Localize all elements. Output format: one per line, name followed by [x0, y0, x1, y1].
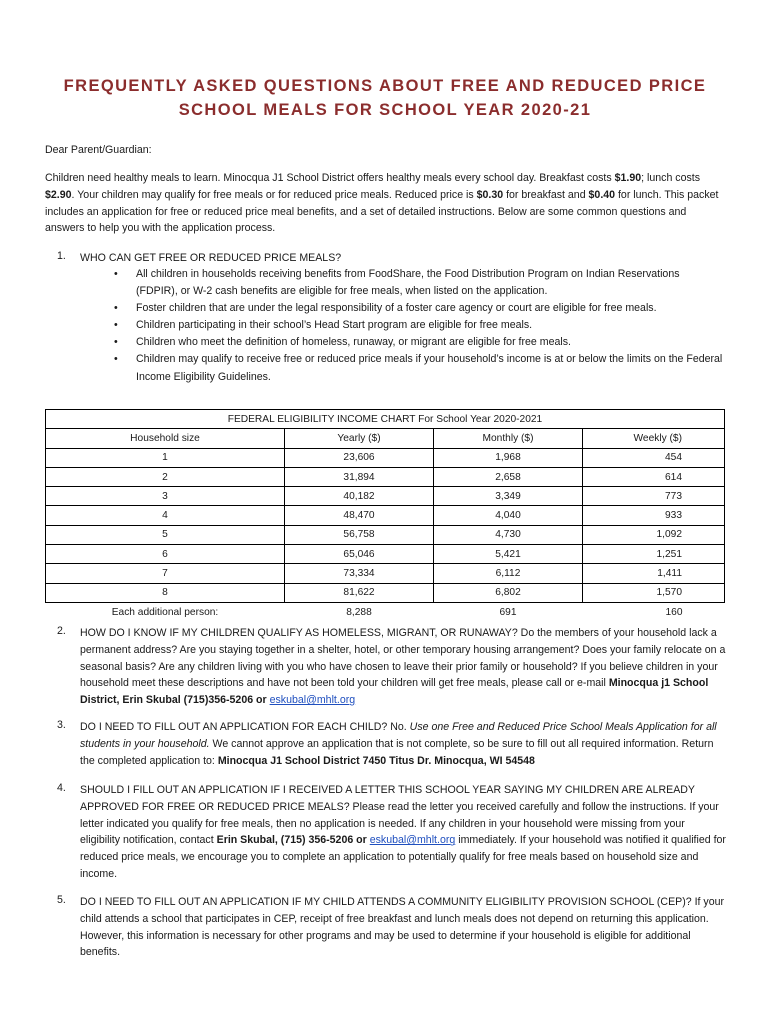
table-cell: 7 — [46, 564, 285, 583]
table-cell: 3 — [46, 487, 285, 506]
table-row — [46, 525, 725, 544]
table-cell: 5,421 — [434, 545, 583, 564]
table-cell: 8 — [46, 583, 285, 602]
q2-number: 2. — [57, 625, 66, 637]
table-cell: 1 — [46, 448, 285, 467]
q1-number: 1. — [57, 250, 66, 262]
table-cell: 1,411 — [583, 564, 725, 583]
table-cell: 691 — [434, 602, 583, 621]
q5-paragraph: DO I NEED TO FILL OUT AN APPLICATION IF MY CHILD ATTENDS A COMMUNITY ELIGIBILITY PROVISION SCHOOL (CEP)? If your child attends a school that participates in CEP, receipt of free breakfast and lunch meals does not depend on returning this application. However, this information is necessary for other programs and may be used to determine if your household is eligible for additional benefits. — [80, 896, 725, 959]
column-header: Yearly ($) — [285, 429, 434, 448]
table-header-row — [46, 429, 725, 448]
column-header: Household size — [46, 429, 285, 448]
income-eligibility-table — [45, 409, 725, 621]
q2-paragraph: HOW DO I KNOW IF MY CHILDREN QUALIFY AS HOMELESS, MIGRANT, OR RUNAWAY? Do the members of your household lack a permanent address? Are you staying together in a shelter, hotel, or other temporary housing arrangement? Does your family relocate on a seasonal basis? Are any children living with you who have chosen to leave their prior family or household? If you believe children in your household meet these descriptions and have not been told your children will get free meals, please call or e-mail Minocqua j1 School District, Erin Skubal (715)356-5206 or eskubal@mhlt.org — [80, 627, 726, 707]
table-cell: 773 — [583, 487, 725, 506]
q3-paragraph: DO I NEED TO FILL OUT AN APPLICATION FOR EACH CHILD? No. Use one Free and Reduced Price School Meals Application for all students in your household. We cannot approve an application that is not complete, so be sure to fill out all required information. Return the completed application to: Minocqua J1 School District 7450 Titus Dr. Minocqua, WI 54548 — [80, 721, 717, 767]
greeting: Dear Parent/Guardian: — [45, 144, 152, 156]
table-cell: Each additional person: — [46, 602, 285, 621]
table-row — [46, 583, 725, 602]
table-cell: 48,470 — [285, 506, 434, 525]
table-cell: 614 — [583, 467, 725, 486]
table-cell: 3,349 — [434, 487, 583, 506]
list-item: • Foster children that are under the legal responsibility of a foster care agency or court are eligible for free meals. — [112, 300, 724, 317]
table-cell: 5 — [46, 525, 285, 544]
table-cell: 56,758 — [285, 525, 434, 544]
table-cell: 2 — [46, 467, 285, 486]
table-cell: 4 — [46, 506, 285, 525]
eligibility-bullet-list — [112, 266, 724, 386]
table-cell: 160 — [583, 602, 725, 621]
q4-paragraph: SHOULD I FILL OUT AN APPLICATION IF I RECEIVED A LETTER THIS SCHOOL YEAR SAYING MY CHILDREN ARE ALREADY APPROVED FOR FREE OR REDUCED PRICE MEALS? Please read the letter you received carefully and follow the instructions. If your letter indicated you qualify for free meals, then no application is needed. If any children in your household were missing from your eligibility notification, contact Erin Skubal, (715) 356-5206 or eskubal@mhlt.org immediately. If your household was notified it qualified for reduced price meals, we encourage you to complete an application to potentially qualify for free meals based on household size and income. — [80, 784, 726, 880]
table-caption-row — [46, 410, 725, 429]
list-item: • All children in households receiving benefits from FoodShare, the Food Distribution Program on Indian Reservations (FDPIR), or W-2 cash benefits are eligible for free meals, when listed on the application. — [112, 266, 724, 300]
table-row — [46, 467, 725, 486]
page-title-line2: SCHOOL MEALS FOR SCHOOL YEAR 2020-21 — [178, 101, 592, 119]
list-item: • Children who meet the definition of homeless, runaway, or migrant are eligible for free meals. — [112, 334, 724, 351]
table-cell: 73,334 — [285, 564, 434, 583]
table-cell: 81,622 — [285, 583, 434, 602]
table-cell: 454 — [583, 448, 725, 467]
table-cell: 1,251 — [583, 545, 725, 564]
table-row — [46, 545, 725, 564]
table-cell: 2,658 — [434, 467, 583, 486]
table-cell: 1,968 — [434, 448, 583, 467]
q3-number: 3. — [57, 719, 66, 731]
table-cell: 4,730 — [434, 525, 583, 544]
list-item: • Children may qualify to receive free or reduced price meals if your household’s income is at or below the limits on the Federal Income Eligibility Guidelines. — [112, 351, 724, 385]
table-row — [46, 564, 725, 583]
table-cell: 65,046 — [285, 545, 434, 564]
table-row — [46, 487, 725, 506]
table-cell: 23,606 — [285, 448, 434, 467]
email-link[interactable]: eskubal@mhlt.org — [369, 834, 456, 847]
table-cell: 4,040 — [434, 506, 583, 525]
list-item: • Children participating in their school’s Head Start program are eligible for free meals. — [112, 317, 724, 334]
table-cell: 1,570 — [583, 583, 725, 602]
q1-heading: WHO CAN GET FREE OR REDUCED PRICE MEALS? — [80, 252, 342, 264]
table-cell: 40,182 — [285, 487, 434, 506]
table-cell: 8,288 — [285, 602, 434, 621]
table-cell: 1,092 — [583, 525, 725, 544]
table-row — [46, 448, 725, 467]
q4-number: 4. — [57, 782, 66, 794]
column-header: Weekly ($) — [583, 429, 725, 448]
table-cell: 6 — [46, 545, 285, 564]
email-link[interactable]: eskubal@mhlt.org — [269, 694, 356, 707]
q5-number: 5. — [57, 894, 66, 906]
table-row-additional-person — [46, 602, 725, 621]
table-cell: 6,112 — [434, 564, 583, 583]
table-cell: 933 — [583, 506, 725, 525]
column-header: Monthly ($) — [434, 429, 583, 448]
intro-paragraph: Children need healthy meals to learn. Minocqua J1 School District offers healthy meals every school day. Breakfast costs $1.90; lunch costs $2.90. Your children may qualify for free meals or for reduced price meals. Reduced price is $0.30 for breakfast and $0.40 for lunch. This packet includes an application for free or reduced price meal benefits, and a set of detailed instructions. Below are some common questions and answers to help you with the application process. — [45, 172, 719, 235]
table-row — [46, 506, 725, 525]
table-cell: 6,802 — [434, 583, 583, 602]
page-title: FREQUENTLY ASKED QUESTIONS ABOUT FREE AND REDUCED PRICE — [63, 77, 707, 95]
table-cell: 31,894 — [285, 467, 434, 486]
table-caption: FEDERAL ELIGIBILITY INCOME CHART For School Year 2020-2021 — [46, 410, 725, 429]
